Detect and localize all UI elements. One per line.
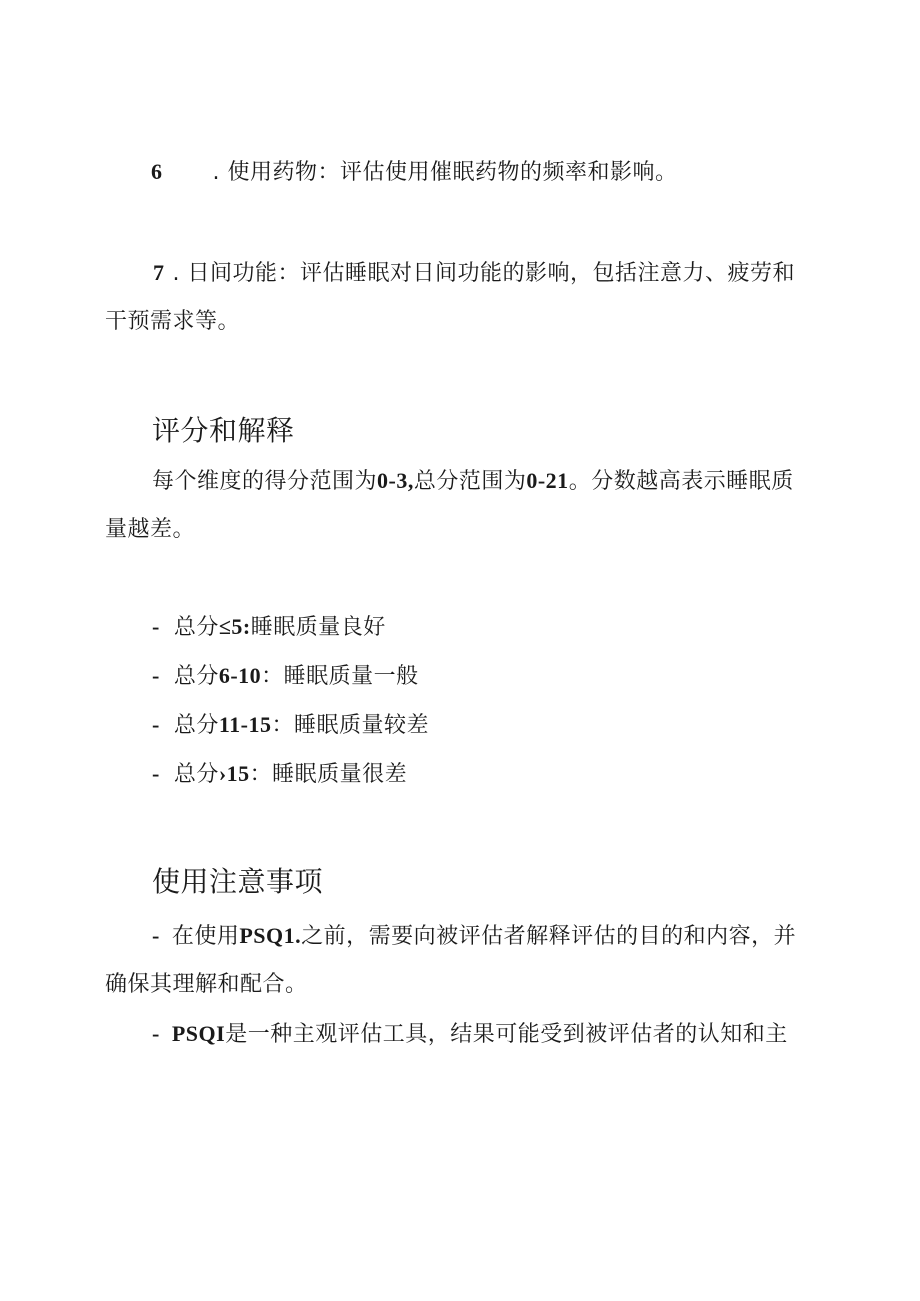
note-dash: -	[152, 923, 160, 948]
scoring-paragraph-line1	[152, 466, 794, 497]
scoring-range-total: 0-21	[526, 468, 569, 493]
item-7-line2: 干预需求等。	[105, 309, 241, 334]
list-value: ≤5:	[218, 614, 251, 639]
list-dash: -	[152, 761, 160, 786]
note-2-line1	[152, 1019, 788, 1050]
score-list-item	[152, 661, 419, 692]
list-suffix: ：睡眠质量一般	[261, 664, 419, 689]
list-value: 11-15	[218, 712, 272, 737]
item-7-line1	[153, 258, 795, 289]
note-1-code: PSQ1.	[239, 923, 302, 948]
scoring-text-c: 。分数越高表示睡眠质	[568, 469, 794, 494]
list-dash: -	[152, 663, 160, 688]
scoring-text-b: 总分范围为	[413, 469, 527, 494]
note-1-line2: 确保其理解和配合。	[105, 972, 308, 997]
score-list-item	[152, 759, 407, 790]
list-dash: -	[152, 712, 160, 737]
note-2-text: 是一种主观评估工具，结果可能受到被评估者的认知和主	[225, 1022, 788, 1047]
scoring-paragraph-line2: 量越差。	[105, 517, 196, 542]
item-6-text: . 使用药物：评估使用催眠药物的频率和影响。	[212, 160, 678, 185]
note-dash: -	[152, 1021, 160, 1046]
list-prefix: 总分	[173, 664, 219, 689]
item-7-text: . 日间功能：评估睡眠对日间功能的影响，包括注意力、疲劳和	[172, 261, 795, 286]
note-1-line1	[152, 921, 796, 952]
list-prefix: 总分	[173, 615, 219, 640]
note-1-text-b: 之前，需要向被评估者解释评估的目的和内容，并	[301, 924, 797, 949]
list-suffix: ：睡眠质量较差	[271, 713, 429, 738]
list-suffix: ：睡眠质量很差	[249, 762, 408, 787]
list-dash: -	[152, 614, 160, 639]
list-value: ›15	[218, 761, 250, 786]
scoring-range-dimension: 0-3,	[377, 468, 414, 493]
list-prefix: 总分	[173, 762, 219, 787]
score-list-item	[152, 612, 386, 643]
item-7-number: 7	[153, 260, 165, 285]
notes-heading: 使用注意事项	[152, 865, 324, 898]
score-list-item	[152, 710, 429, 741]
note-2-code: PSQI	[171, 1021, 226, 1046]
scoring-text-a: 每个维度的得分范围为	[152, 469, 378, 494]
list-prefix: 总分	[173, 713, 219, 738]
item-6-number: 6	[151, 159, 163, 184]
list-suffix: 睡眠质量良好	[250, 615, 386, 640]
scoring-heading: 评分和解释	[152, 414, 295, 447]
note-1-text-a: 在使用	[171, 924, 240, 949]
list-value: 6-10	[218, 663, 262, 688]
item-6	[151, 157, 678, 188]
